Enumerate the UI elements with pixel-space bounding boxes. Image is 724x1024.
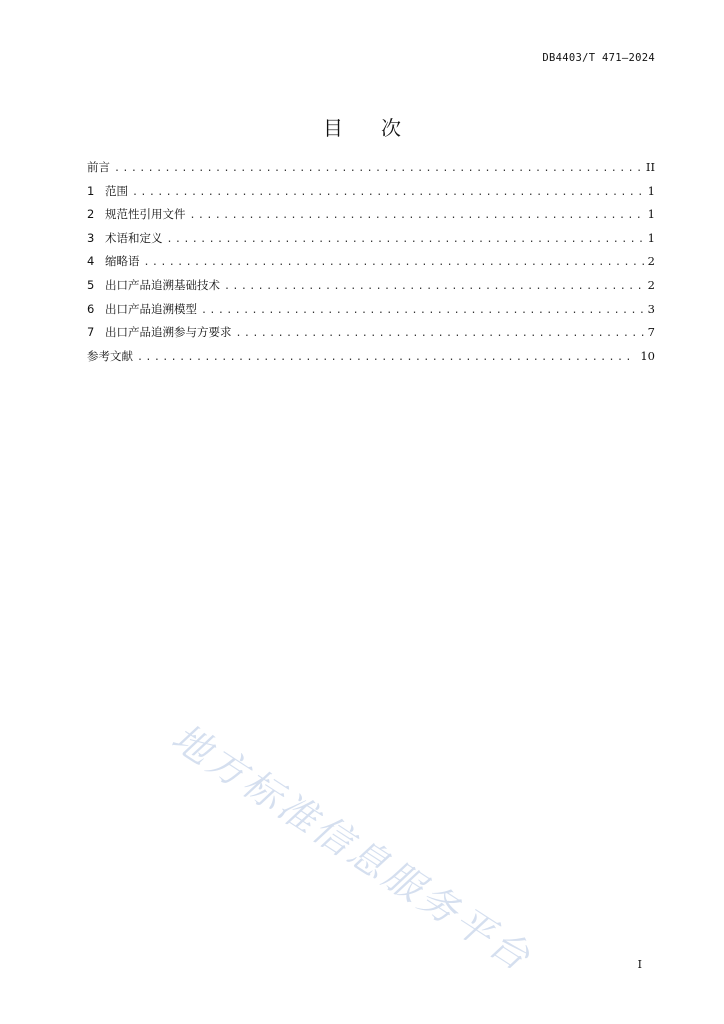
toc-entry-title: 出口产品追溯基础技术 bbox=[105, 277, 220, 292]
toc-entry-abbreviations[interactable] bbox=[87, 250, 655, 274]
toc-dot-leader bbox=[236, 322, 644, 346]
toc-entry-page: 10 bbox=[640, 348, 655, 363]
toc-entry-scope[interactable] bbox=[87, 180, 655, 204]
toc-entry-number: 1 bbox=[87, 183, 95, 198]
toc-entry-title: 前言 bbox=[87, 160, 110, 174]
toc-entry-page: 7 bbox=[647, 325, 655, 340]
toc-entry-page: 1 bbox=[647, 207, 655, 222]
toc-entry-bibliography[interactable] bbox=[87, 345, 655, 369]
toc-dot-leader bbox=[167, 228, 644, 252]
toc-entry-basic-technology[interactable] bbox=[87, 274, 655, 298]
toc-dot-leader bbox=[144, 251, 644, 275]
toc-entry-title: 出口产品追溯模型 bbox=[105, 301, 197, 316]
toc-dot-leader bbox=[114, 157, 642, 181]
toc-dot-leader bbox=[190, 204, 644, 228]
toc-entry-title: 术语和定义 bbox=[105, 230, 163, 245]
toc-entry-foreword[interactable] bbox=[87, 156, 655, 180]
toc-entry-number: 2 bbox=[87, 207, 95, 222]
toc-entry-number: 5 bbox=[87, 277, 95, 292]
toc-entry-page: 2 bbox=[647, 277, 655, 292]
toc-heading bbox=[0, 112, 724, 141]
document-code: DB4403/T 471—2024 bbox=[542, 52, 655, 64]
toc-dot-leader bbox=[224, 275, 644, 299]
toc-entry-normative-references[interactable] bbox=[87, 203, 655, 227]
toc-entry-terms-definitions[interactable] bbox=[87, 227, 655, 251]
toc-heading-char-1: 目 bbox=[323, 116, 343, 140]
toc-dot-leader bbox=[132, 181, 644, 205]
toc-dot-leader bbox=[201, 299, 644, 323]
toc-entry-page: 2 bbox=[647, 254, 655, 269]
toc-heading-char-2: 次 bbox=[381, 116, 401, 140]
toc-entry-number: 3 bbox=[87, 230, 95, 245]
toc-entry-title: 参考文献 bbox=[87, 348, 133, 363]
watermark: 地方标准信息服务平台 bbox=[164, 714, 541, 981]
toc-entry-number: 7 bbox=[87, 325, 95, 340]
toc-entry-page: 1 bbox=[647, 230, 655, 245]
toc-entry-page: II bbox=[645, 160, 655, 174]
toc-entry-participant-requirements[interactable] bbox=[87, 321, 655, 345]
toc-entry-title: 规范性引用文件 bbox=[105, 207, 186, 222]
toc-entry-page: 1 bbox=[647, 183, 655, 198]
table-of-contents bbox=[87, 156, 655, 368]
page-number: I bbox=[637, 958, 642, 971]
toc-entry-number: 6 bbox=[87, 301, 95, 316]
toc-entry-page: 3 bbox=[647, 301, 655, 316]
toc-entry-title: 范围 bbox=[105, 183, 128, 198]
toc-entry-title: 出口产品追溯参与方要求 bbox=[105, 325, 232, 340]
toc-entry-title: 缩略语 bbox=[105, 254, 140, 269]
toc-dot-leader bbox=[137, 346, 636, 370]
toc-entry-traceability-model[interactable] bbox=[87, 298, 655, 322]
toc-entry-number: 4 bbox=[87, 254, 95, 269]
